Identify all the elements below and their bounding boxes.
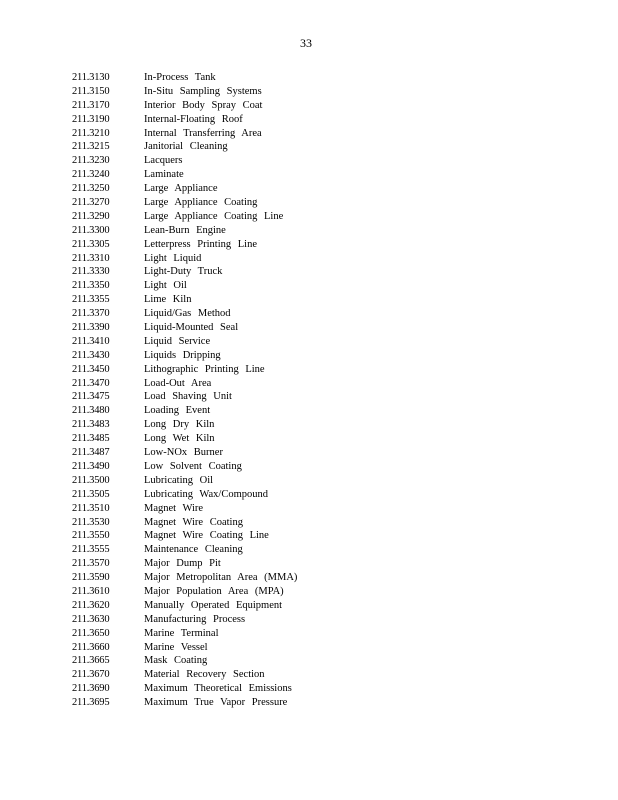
index-entry-row	[72, 377, 572, 391]
defined-term: Loading Event	[144, 405, 211, 417]
index-entry-row	[72, 641, 572, 655]
defined-term: Major Metropolitan Area (MMA)	[144, 572, 298, 584]
section-number: 211.3505	[72, 488, 110, 500]
section-number: 211.3485	[72, 433, 110, 445]
index-entry-row	[72, 529, 572, 543]
index-entry-row	[72, 627, 572, 641]
section-number: 211.3370	[72, 308, 110, 320]
defined-term: Low Solvent Coating	[144, 460, 242, 472]
index-entry-row	[72, 571, 572, 585]
section-number: 211.3475	[72, 391, 110, 403]
section-number: 211.3215	[72, 141, 110, 153]
section-number: 211.3355	[72, 294, 110, 306]
section-number: 211.3430	[72, 349, 110, 361]
index-entry-row	[72, 446, 572, 460]
section-number: 211.3530	[72, 516, 110, 528]
defined-term: Large Appliance	[144, 183, 218, 195]
definitions-index-list	[72, 71, 572, 710]
defined-term: Lean-Burn Engine	[144, 224, 226, 236]
defined-term: Long Dry Kiln	[144, 419, 215, 431]
defined-term: Liquid Service	[144, 335, 211, 347]
section-number: 211.3240	[72, 169, 110, 181]
defined-term: Maintenance Cleaning	[144, 544, 243, 556]
defined-term: Maximum True Vapor Pressure	[144, 697, 288, 709]
index-entry-row	[72, 599, 572, 613]
section-number: 211.3190	[72, 113, 110, 125]
index-entry-row	[72, 252, 572, 266]
index-entry-row	[72, 293, 572, 307]
index-entry-row	[72, 349, 572, 363]
defined-term: Marine Terminal	[144, 627, 219, 639]
index-entry-row	[72, 363, 572, 377]
defined-term: Marine Vessel	[144, 641, 208, 653]
defined-term: Interior Body Spray Coat	[144, 99, 263, 111]
section-number: 211.3305	[72, 238, 110, 250]
section-number: 211.3630	[72, 613, 110, 625]
section-number: 211.3390	[72, 322, 110, 334]
index-entry-row	[72, 585, 572, 599]
defined-term: Lubricating Wax/Compound	[144, 488, 268, 500]
section-number: 211.3250	[72, 183, 110, 195]
defined-term: Liquid-Mounted Seal	[144, 322, 239, 334]
section-number: 211.3555	[72, 544, 110, 556]
section-number: 211.3665	[72, 655, 110, 667]
index-entry-row	[72, 71, 572, 85]
index-entry-row	[72, 654, 572, 668]
defined-term: Major Dump Pit	[144, 558, 221, 570]
index-entry-row	[72, 668, 572, 682]
defined-term: Internal-Floating Roof	[144, 113, 243, 125]
defined-term: Light Oil	[144, 280, 187, 292]
index-entry-row	[72, 418, 572, 432]
index-entry-row	[72, 335, 572, 349]
section-number: 211.3490	[72, 460, 110, 472]
section-number: 211.3310	[72, 252, 110, 264]
index-entry-row	[72, 85, 572, 99]
defined-term: In-Situ Sampling Systems	[144, 85, 262, 97]
section-number: 211.3480	[72, 405, 110, 417]
index-entry-row	[72, 140, 572, 154]
section-number: 211.3510	[72, 502, 110, 514]
defined-term: Janitorial Cleaning	[144, 141, 228, 153]
defined-term: Letterpress Printing Line	[144, 238, 257, 250]
index-entry-row	[72, 168, 572, 182]
defined-term: Light Liquid	[144, 252, 202, 264]
index-entry-row	[72, 265, 572, 279]
section-number: 211.3350	[72, 280, 110, 292]
defined-term: Material Recovery Section	[144, 669, 265, 681]
index-entry-row	[72, 154, 572, 168]
index-entry-row	[72, 182, 572, 196]
defined-term: Magnet Wire Coating Line	[144, 530, 269, 542]
section-number: 211.3210	[72, 127, 110, 139]
defined-term: Load-Out Area	[144, 377, 212, 389]
index-entry-row	[72, 307, 572, 321]
index-entry-row	[72, 390, 572, 404]
section-number: 211.3500	[72, 474, 110, 486]
index-entry-row	[72, 557, 572, 571]
section-number: 211.3690	[72, 683, 110, 695]
section-number: 211.3130	[72, 72, 110, 83]
defined-term: Low-NOx Burner	[144, 447, 223, 459]
index-entry-row	[72, 474, 572, 488]
index-entry-row	[72, 224, 572, 238]
index-entry-row	[72, 127, 572, 141]
section-number: 211.3610	[72, 585, 110, 597]
defined-term: Mask Coating	[144, 655, 208, 667]
section-number: 211.3300	[72, 224, 110, 236]
section-number: 211.3550	[72, 530, 110, 542]
index-entry-row	[72, 432, 572, 446]
index-entry-row	[72, 113, 572, 127]
defined-term: Internal Transferring Area	[144, 127, 262, 139]
defined-term: Lime Kiln	[144, 294, 192, 306]
section-number: 211.3670	[72, 669, 110, 681]
index-entry-row	[72, 696, 572, 710]
section-number: 211.3450	[72, 363, 110, 375]
defined-term: Large Appliance Coating	[144, 197, 258, 209]
defined-term: In-Process Tank	[144, 72, 216, 83]
defined-term: Load Shaving Unit	[144, 391, 232, 403]
index-entry-row	[72, 321, 572, 335]
section-number: 211.3570	[72, 558, 110, 570]
page-number: 33	[300, 36, 312, 50]
defined-term: Magnet Wire	[144, 502, 204, 514]
defined-term: Lacquers	[144, 155, 183, 167]
index-entry-row	[72, 238, 572, 252]
section-number: 211.3487	[72, 447, 110, 459]
defined-term: Manually Operated Equipment	[144, 599, 283, 611]
index-entry-row	[72, 543, 572, 557]
defined-term: Magnet Wire Coating	[144, 516, 243, 528]
index-entry-row	[72, 279, 572, 293]
index-entry-row	[72, 196, 572, 210]
section-number: 211.3483	[72, 419, 110, 431]
defined-term: Major Population Area (MPA)	[144, 585, 284, 597]
section-number: 211.3150	[72, 85, 110, 97]
index-entry-row	[72, 99, 572, 113]
defined-term: Long Wet Kiln	[144, 433, 215, 445]
index-entry-row	[72, 682, 572, 696]
section-number: 211.3170	[72, 99, 110, 111]
defined-term: Laminate	[144, 169, 184, 181]
index-entry-row	[72, 488, 572, 502]
defined-term: Lithographic Printing Line	[144, 363, 265, 375]
defined-term: Manufacturing Process	[144, 613, 246, 625]
section-number: 211.3660	[72, 641, 110, 653]
index-entry-row	[72, 460, 572, 474]
defined-term: Liquid/Gas Method	[144, 308, 231, 320]
section-number: 211.3270	[72, 197, 110, 209]
defined-term: Maximum Theoretical Emissions	[144, 683, 292, 695]
section-number: 211.3470	[72, 377, 110, 389]
index-entry-row	[72, 516, 572, 530]
defined-term: Lubricating Oil	[144, 474, 214, 486]
defined-term: Large Appliance Coating Line	[144, 210, 284, 222]
section-number: 211.3330	[72, 266, 110, 278]
section-number: 211.3620	[72, 599, 110, 611]
index-entry-row	[72, 613, 572, 627]
section-number: 211.3230	[72, 155, 110, 167]
defined-term: Light-Duty Truck	[144, 266, 223, 278]
index-entry-row	[72, 210, 572, 224]
index-entry-row	[72, 502, 572, 516]
section-number: 211.3410	[72, 335, 110, 347]
defined-term: Liquids Dripping	[144, 349, 221, 361]
section-number: 211.3590	[72, 572, 110, 584]
section-number: 211.3695	[72, 697, 110, 709]
section-number: 211.3290	[72, 210, 110, 222]
section-number: 211.3650	[72, 627, 110, 639]
index-entry-row	[72, 404, 572, 418]
